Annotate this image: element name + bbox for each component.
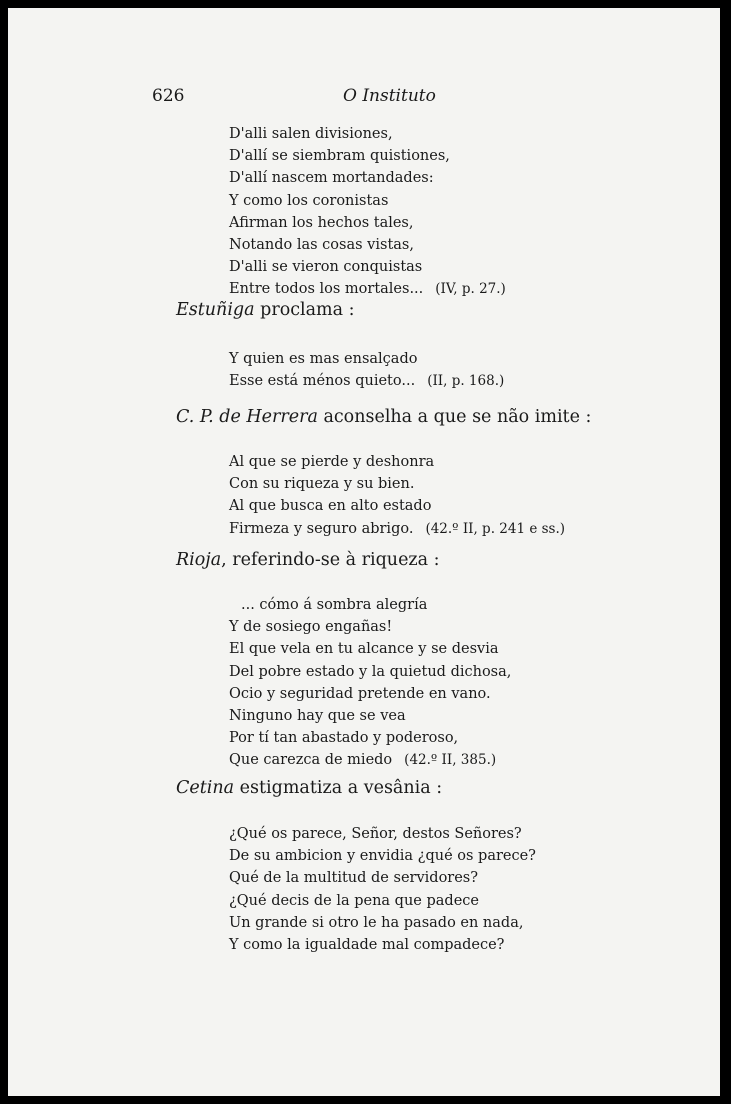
verse-block-3	[229, 451, 565, 540]
verse-line: ¿Qué decis de la pena que padece	[229, 892, 479, 909]
verse-line: Y quien es mas ensalçado	[229, 351, 418, 367]
verse-line: Firmeza y seguro abrigo.	[229, 520, 414, 537]
verse-line: De su ambicion y envidia ¿qué os parece?	[229, 848, 536, 865]
verse-line-with-citation	[229, 518, 565, 540]
verse-line: El que vela en tu alcance y se desvia	[229, 641, 499, 658]
verse-line-with-citation	[229, 370, 504, 392]
verse-line: Esse está ménos quieto...	[229, 373, 416, 390]
verse-line: D'allí nascem mortandades:	[229, 170, 434, 187]
author-name: C. P. de Herrera	[176, 407, 318, 427]
verse-line: Entre todos los mortales...	[229, 281, 424, 298]
verse-line: Y de sosiego engañas!	[229, 619, 393, 636]
verse-line: ¿Qué os parece, Señor, destos Señores?	[229, 826, 522, 842]
verse-block-2	[229, 348, 504, 392]
verse-line: Qué de la multitud de servidores?	[229, 870, 479, 887]
verse-line: D'alli se vieron conquistas	[229, 259, 423, 276]
verse-line: D'allí se siembram quistiones,	[229, 148, 450, 165]
verse-block-1	[229, 123, 506, 301]
running-title: O Instituto	[343, 86, 436, 106]
verse-line-with-citation	[229, 278, 506, 300]
verse-line: Ocio y seguridad pretende en vano.	[229, 685, 491, 702]
citation: (42.º II, 385.)	[404, 752, 497, 769]
verse-block-4	[229, 594, 511, 772]
intro-herrera	[176, 407, 591, 427]
verse-line: Al que busca en alto estado	[229, 498, 432, 515]
author-name: Rioja	[176, 550, 222, 570]
intro-cetina	[176, 778, 442, 798]
verse-line: Del pobre estado y la quietud dichosa,	[229, 663, 512, 680]
book-page	[8, 8, 720, 1096]
verse-line: Con su riqueza y su bien.	[229, 476, 415, 493]
citation: (IV, p. 27.)	[435, 281, 506, 298]
verse-line: Y como los coronistas	[229, 192, 389, 209]
page-number: 626	[152, 86, 185, 106]
author-name: Estuñiga	[176, 300, 255, 320]
citation: (42.º II, p. 241 e ss.)	[425, 520, 566, 537]
verse-line: Al que se pierde y deshonra	[229, 454, 435, 470]
intro-estuniga	[176, 300, 355, 320]
intro-text: estigmatiza a vesânia :	[234, 778, 443, 798]
citation: (II, p. 168.)	[427, 373, 505, 390]
author-name: Cetina	[176, 778, 235, 798]
verse-line: Por tí tan abastado y poderoso,	[229, 730, 459, 747]
intro-rioja	[176, 550, 440, 570]
verse-line: D'alli salen divisiones,	[229, 126, 393, 142]
verse-line: Y como la igualdade mal compadece?	[229, 937, 505, 954]
verse-block-5	[229, 823, 536, 956]
verse-line: Que carezca de miedo	[229, 752, 393, 769]
intro-text: aconselha a que se não imite :	[317, 407, 592, 427]
intro-text: , referindo-se à riqueza :	[221, 550, 440, 570]
verse-line: Notando las cosas vistas,	[229, 237, 414, 254]
intro-text: proclama :	[254, 300, 355, 320]
verse-line: Un grande si otro le ha pasado en nada,	[229, 914, 524, 931]
verse-line: ... cómo á sombra alegría	[241, 597, 428, 613]
verse-line: Ninguno hay que se vea	[229, 708, 406, 725]
page-header	[8, 86, 720, 108]
verse-line: Afirman los hechos tales,	[229, 214, 414, 231]
verse-line-with-citation	[229, 749, 511, 771]
